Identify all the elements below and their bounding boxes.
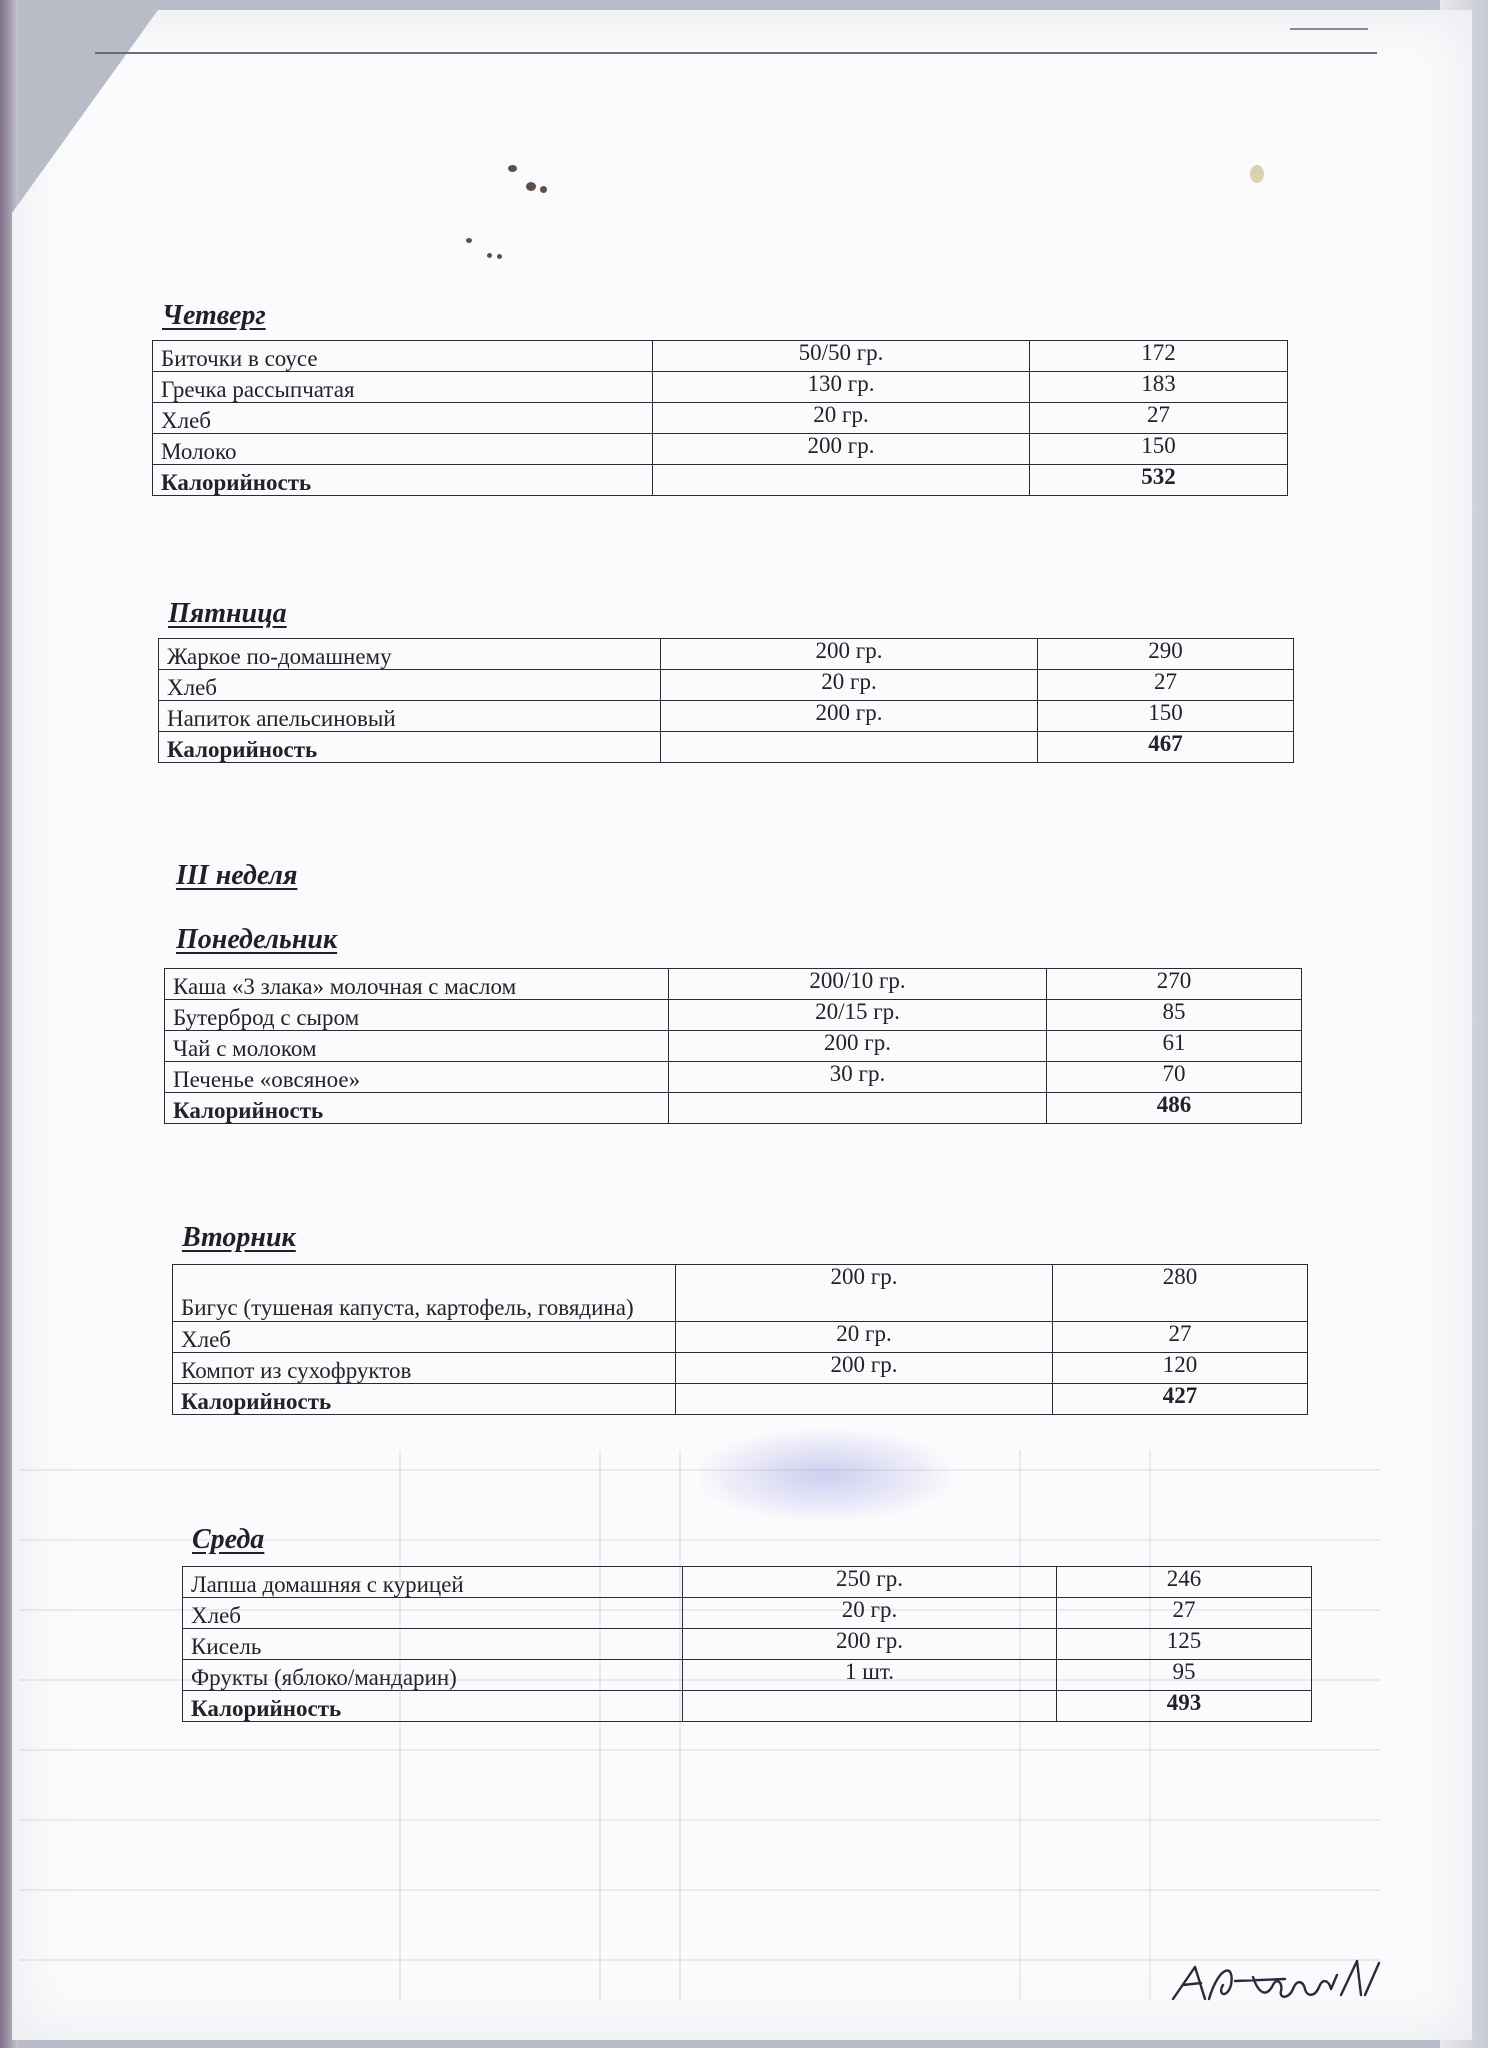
menu-table-monday	[164, 968, 1302, 1124]
dish-cell: Молоко	[153, 434, 653, 465]
table-row	[153, 341, 1288, 372]
table-row	[159, 670, 1294, 701]
total-kcal: 532	[1030, 465, 1288, 496]
kcal-cell: 280	[1053, 1265, 1308, 1322]
section-title-thursday: Четверг	[162, 300, 266, 331]
portion-cell: 20 гр.	[676, 1322, 1053, 1353]
total-kcal: 486	[1047, 1093, 1302, 1124]
dish-cell: Бигус (тушеная капуста, картофель, говядина)	[173, 1265, 676, 1322]
table-row	[153, 372, 1288, 403]
total-label: Калорийность	[153, 465, 653, 496]
portion-cell: 200 гр.	[661, 701, 1038, 732]
menu-table-thursday	[152, 340, 1288, 496]
dish-cell: Хлеб	[183, 1598, 683, 1629]
portion-cell: 200 гр.	[653, 434, 1030, 465]
portion-cell-empty	[669, 1093, 1047, 1124]
dish-cell: Гречка рассыпчатая	[153, 372, 653, 403]
kcal-cell: 172	[1030, 341, 1288, 372]
dish-cell: Каша «3 злака» молочная с маслом	[165, 969, 669, 1000]
kcal-cell: 27	[1057, 1598, 1312, 1629]
section-title-friday: Пятница	[168, 598, 287, 629]
total-kcal: 427	[1053, 1384, 1308, 1415]
portion-cell: 20 гр.	[683, 1598, 1057, 1629]
portion-cell: 1 шт.	[683, 1660, 1057, 1691]
table-row	[153, 434, 1288, 465]
table-row	[159, 639, 1294, 670]
table-row	[165, 1062, 1302, 1093]
dish-cell: Печенье «овсяное»	[165, 1062, 669, 1093]
table-row-total	[173, 1384, 1308, 1415]
dish-cell: Кисель	[183, 1629, 683, 1660]
table-row-total	[153, 465, 1288, 496]
table-row	[159, 701, 1294, 732]
portion-cell: 200 гр.	[676, 1353, 1053, 1384]
portion-cell: 200 гр.	[676, 1265, 1053, 1322]
kcal-cell: 150	[1038, 701, 1294, 732]
total-kcal: 467	[1038, 732, 1294, 763]
total-label: Калорийность	[173, 1384, 676, 1415]
table-row	[173, 1353, 1308, 1384]
kcal-cell: 27	[1053, 1322, 1308, 1353]
bleed-through-grid	[20, 1420, 1400, 2020]
portion-cell: 20/15 гр.	[669, 1000, 1047, 1031]
table-row	[173, 1322, 1308, 1353]
total-label: Калорийность	[183, 1691, 683, 1722]
kcal-cell: 95	[1057, 1660, 1312, 1691]
portion-cell: 200 гр.	[683, 1629, 1057, 1660]
total-label: Калорийность	[159, 732, 661, 763]
kcal-cell: 27	[1038, 670, 1294, 701]
kcal-cell: 290	[1038, 639, 1294, 670]
kcal-cell: 27	[1030, 403, 1288, 434]
section-title-monday: Понедельник	[176, 924, 338, 955]
portion-cell-empty	[676, 1384, 1053, 1415]
dish-cell: Биточки в соусе	[153, 341, 653, 372]
handwritten-signature	[1165, 1955, 1395, 2011]
kcal-cell: 61	[1047, 1031, 1302, 1062]
portion-cell-empty	[661, 732, 1038, 763]
table-row-total	[159, 732, 1294, 763]
total-kcal: 493	[1057, 1691, 1312, 1722]
dish-cell: Чай с молоком	[165, 1031, 669, 1062]
dish-cell: Хлеб	[159, 670, 661, 701]
portion-cell: 200 гр.	[661, 639, 1038, 670]
portion-cell: 250 гр.	[683, 1567, 1057, 1598]
kcal-cell: 125	[1057, 1629, 1312, 1660]
portion-cell: 30 гр.	[669, 1062, 1047, 1093]
kcal-cell: 85	[1047, 1000, 1302, 1031]
dish-cell: Напиток апельсиновый	[159, 701, 661, 732]
menu-table-friday	[158, 638, 1294, 763]
portion-cell-empty	[653, 465, 1030, 496]
table-row	[173, 1265, 1308, 1322]
kcal-cell: 270	[1047, 969, 1302, 1000]
portion-cell: 20 гр.	[661, 670, 1038, 701]
kcal-cell: 70	[1047, 1062, 1302, 1093]
dish-cell: Жаркое по-домашнему	[159, 639, 661, 670]
portion-cell: 50/50 гр.	[653, 341, 1030, 372]
portion-cell: 20 гр.	[653, 403, 1030, 434]
dish-cell: Хлеб	[153, 403, 653, 434]
kcal-cell: 150	[1030, 434, 1288, 465]
week-heading: III неделя	[176, 860, 298, 891]
kcal-cell: 246	[1057, 1567, 1312, 1598]
table-row	[165, 1031, 1302, 1062]
table-row	[165, 1000, 1302, 1031]
table-row	[153, 403, 1288, 434]
dish-cell: Лапша домашняя с курицей	[183, 1567, 683, 1598]
portion-cell: 200/10 гр.	[669, 969, 1047, 1000]
total-label: Калорийность	[165, 1093, 669, 1124]
table-row	[165, 969, 1302, 1000]
dish-cell: Фрукты (яблоко/мандарин)	[183, 1660, 683, 1691]
table-row-total	[165, 1093, 1302, 1124]
kcal-cell: 183	[1030, 372, 1288, 403]
kcal-cell: 120	[1053, 1353, 1308, 1384]
dish-cell: Компот из сухофруктов	[173, 1353, 676, 1384]
dish-cell: Бутерброд с сыром	[165, 1000, 669, 1031]
section-title-tuesday: Вторник	[182, 1222, 296, 1253]
menu-table-tuesday	[172, 1264, 1308, 1415]
dish-cell: Хлеб	[173, 1322, 676, 1353]
portion-cell: 130 гр.	[653, 372, 1030, 403]
portion-cell: 200 гр.	[669, 1031, 1047, 1062]
section-title-wednesday: Среда	[192, 1524, 265, 1555]
